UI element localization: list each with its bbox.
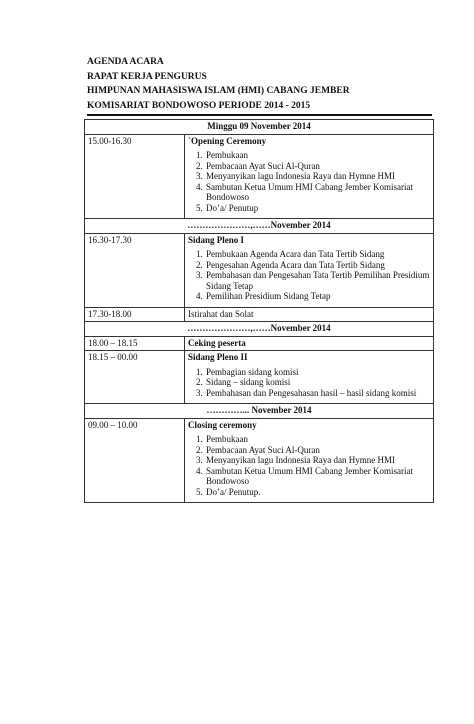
header-title: AGENDA ACARA	[87, 57, 164, 67]
day-label: …………... November 2014	[85, 404, 434, 419]
agenda-table	[84, 119, 434, 503]
session-time: 18.15 – 00.00	[85, 351, 185, 404]
header-period: KOMISARIAT BONDOWOSO PERIODE 2014 - 2015	[87, 100, 311, 111]
day-label: Minggu 09 November 2014	[85, 120, 434, 135]
session-title: `Opening Ceremony	[188, 135, 267, 146]
list-item: 2. Sidang – sidang komisi	[205, 377, 430, 388]
session-cell	[185, 418, 434, 503]
day-row	[85, 322, 434, 337]
day-row	[85, 404, 434, 419]
session-cell	[185, 233, 434, 307]
session-row	[85, 233, 434, 307]
session-time: 15.00-16.30	[85, 134, 185, 219]
session-title: Sidang Pleno II	[188, 352, 248, 362]
list-item: 1. Pembukaan	[205, 434, 430, 445]
day-label: …………………,……November 2014	[85, 219, 434, 234]
session-title: Ceking peserta	[188, 337, 246, 348]
session-row	[85, 336, 434, 351]
session-title: Closing ceremony	[188, 419, 257, 430]
day-row	[85, 120, 434, 135]
list-item: 1. Pembukaan Agenda Acara dan Tata Tertib Sidang	[205, 249, 430, 260]
session-items	[188, 150, 430, 213]
list-item: 4. Sambutan Ketua Umum HMI Cabang Jember Komisariat Bondowoso	[205, 466, 430, 487]
list-item: 4. Pemilihan Presidium Sidang Tetap	[205, 291, 430, 302]
session-title: Istirahat dan Solat	[188, 308, 254, 319]
session-items	[188, 249, 430, 302]
header-meeting: RAPAT KERJA PENGURUS	[87, 71, 207, 82]
session-items	[188, 367, 430, 399]
document-header	[87, 56, 437, 114]
list-item: 2. Pembacaan Ayat Suci Al-Quran	[205, 445, 430, 456]
session-row	[85, 418, 434, 503]
session-items	[188, 434, 430, 497]
session-time: 09.00 – 10.00	[85, 418, 185, 503]
list-item: 3. Pembahasan dan Pengesahan Tata Tertib Pemilihan Presidium Sidang Tetap	[205, 270, 430, 291]
list-item: 2. Pengesahan Agenda Acara dan Tata Tertib Sidang	[205, 260, 430, 271]
session-cell	[185, 307, 434, 322]
list-item: 5. Do’a/ Penutup.	[205, 487, 430, 498]
header-organization: HIMPUNAN MAHASISWA ISLAM (HMI) CABANG JEMBER	[87, 86, 350, 96]
list-item: 3. Menyanyikan lagu Indonesia Raya dan Hymne HMI	[205, 455, 430, 466]
list-item: 1. Pembagian sidang komisi	[205, 367, 430, 378]
session-time: 18.00 – 18.15	[85, 336, 185, 351]
header-rule	[87, 114, 432, 116]
list-item: 4. Sambutan Ketua Umum HMI Cabang Jember Komisariat Bondowoso	[205, 182, 430, 203]
session-time: 16.30-17.30	[85, 233, 185, 307]
session-title: Sidang Pleno I	[188, 234, 245, 245]
list-item: 2. Pembacaan Ayat Suci Al-Quran	[205, 161, 430, 172]
list-item: 3. Pembahasan dan Pengesahasan hasil – hasil sidang komisi	[205, 388, 430, 399]
session-time: 17.30-18.00	[85, 307, 185, 322]
list-item: 1. Pembukaan	[205, 150, 430, 161]
session-row	[85, 134, 434, 219]
session-cell	[185, 351, 434, 404]
session-row	[85, 351, 434, 404]
session-row	[85, 307, 434, 322]
list-item: 5. Do’a/ Penutup	[205, 203, 430, 214]
session-cell	[185, 336, 434, 351]
day-label: …………………,……November 2014	[85, 322, 434, 337]
session-cell	[185, 134, 434, 219]
day-row	[85, 219, 434, 234]
list-item: 3. Menyanyikan lagu Indonesia Raya dan Hymne HMI	[205, 171, 430, 182]
